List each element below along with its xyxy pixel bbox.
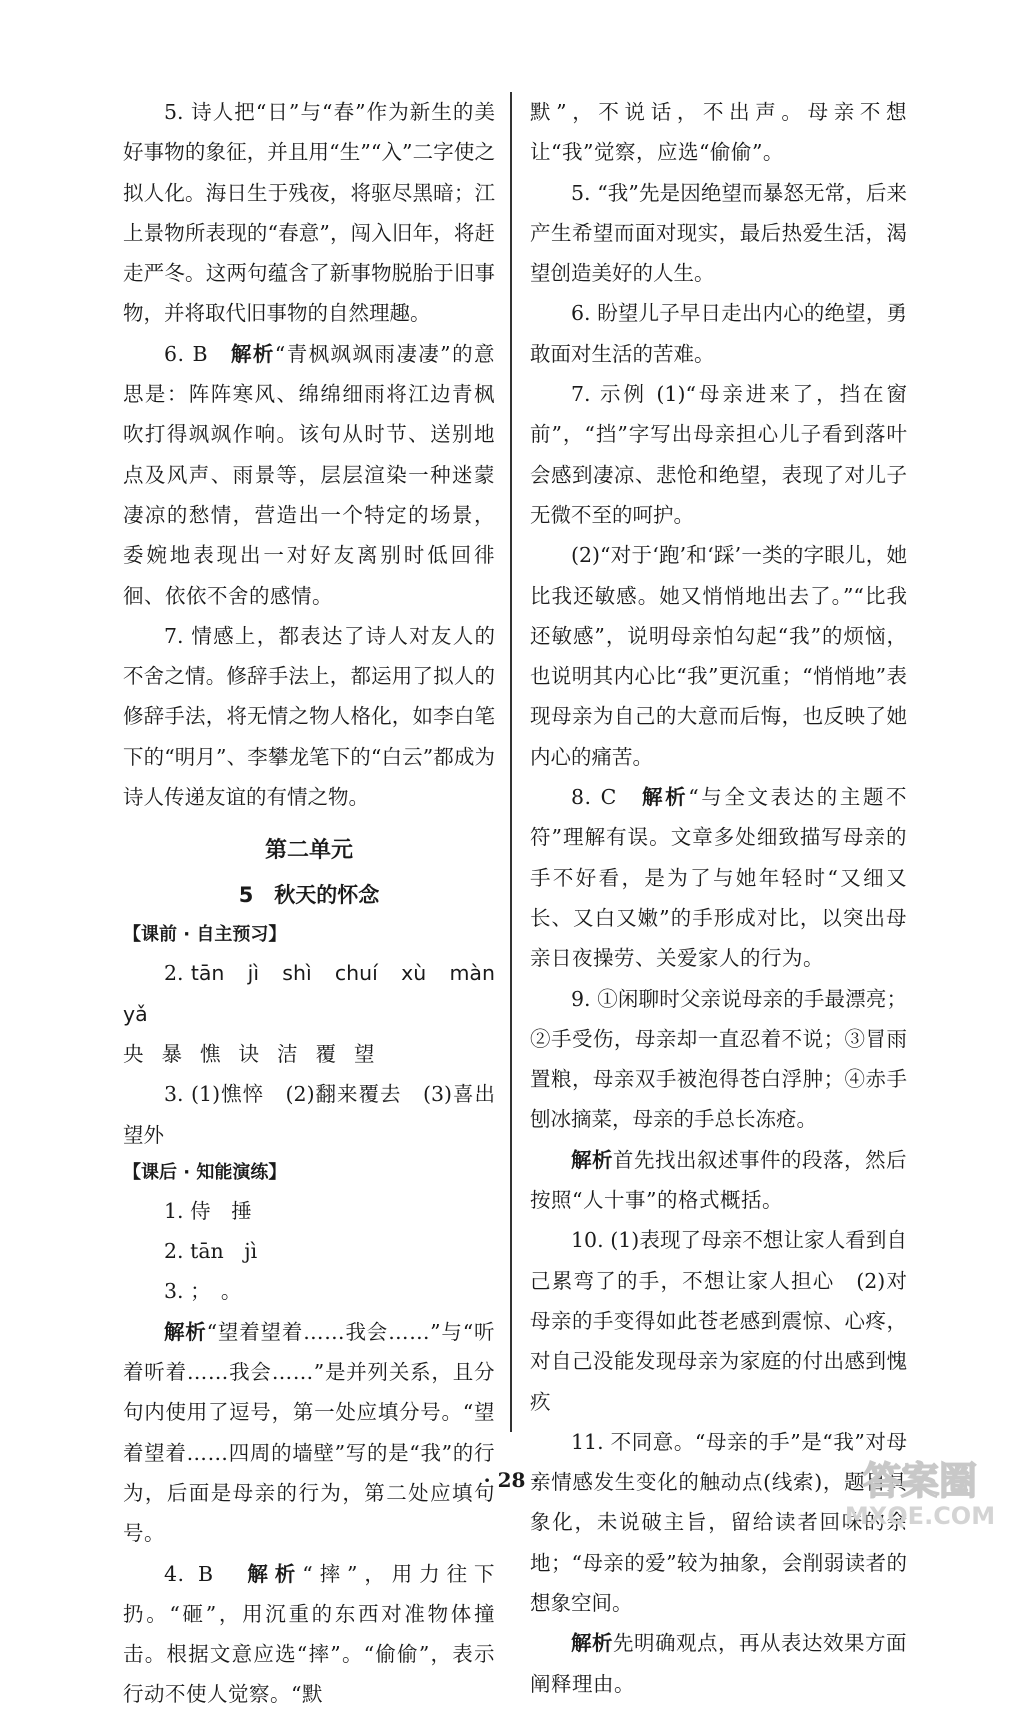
analysis-text: “与全文表达的主题不符”理解有误。文章多处细致描写母亲的手不好看，是为了与她年轻时“又细又长、又白又嫩”的手形成对比，以突出母亲日夜操劳、关爱家人的行为。 [530,785,908,971]
answer-paragraph: 9. ①闲聊时父亲说母亲的手最漂亮；②手受伤，母亲却一直忍着不说；③冒雨置粮，母亲双手被泡得苍白浮肿；④赤手刨冰摘菜，母亲的手总长冻疮。 [530,986,907,1132]
answer-paragraph [530,777,907,978]
watermark-logo [825,1450,1015,1530]
answer-paragraph: 5. “我”先是因绝望而暴怒无常，后来产生希望而面对现实，最后热爱生活，渴望创造美好的人生。 [530,180,907,286]
pinyin-text: tān jì shì chuí xù màn yǎ [123,961,495,1026]
analysis-label: 解析 [247,1561,303,1586]
answer-paragraph: 7. 示例 (1)“母亲进来了，挡在窗前”，“挡”字写出母亲担心儿子看到落叶会感到凄凉、悲怆和绝望，表现了对儿子无微不至的呵护。 [530,382,907,527]
answer-paragraph: 2. tān jì [164,1239,258,1264]
pinyin-answer [123,953,495,1034]
answer-paragraph [123,334,495,616]
analysis-label: 解析 [571,1147,613,1172]
answer-paragraph: 10. (1)表现了母亲不想让家人看到自己累弯了的手，不想让家人担心 (2)对母亲的手变得如此苍老感到震惊、心疼，对自己没能发现母亲为家庭的付出感到愧疚 [530,1228,907,1414]
answer-number: 2. [164,961,184,986]
answer-paragraph: 6. 盼望儿子早日走出内心的绝望，勇敢面对生活的苦难。 [530,301,907,366]
answer-paragraph [123,1554,495,1715]
watermark-text-top: 答案圈 [862,1459,978,1503]
answer-paragraph: 1. 侍 捶 [164,1198,252,1223]
hanzi-answer [123,1034,495,1074]
answer-number: 6. B [164,341,231,366]
answer-number: 4. B [164,1561,248,1586]
analysis-text: “摔”，用力往下扔。“砸”，用沉重的东西对准物体撞击。根据文意应选“摔”。“偷偷”，表示行动不使人觉察。“默 [123,1561,496,1707]
answer-paragraph: 7. 情感上，都表达了诗人对友人的不舍之情。修辞手法上，都运用了拟人的修辞手法，将无情之物人格化，如李白笔下的“明月”、李攀龙笔下的“白云”都成为诗人传递友谊的有情之物。 [123,623,495,810]
answer-number: 8. C [571,785,643,810]
answer-paragraph: 3. ； 。 [164,1279,242,1304]
page-number: · 28 · [483,1468,540,1492]
analysis-text: 首先找出叙述事件的段落，然后按照“人十事”的格式概括。 [530,1147,907,1213]
column-divider [510,92,512,1432]
analysis-label: 解析 [230,341,275,366]
analysis-paragraph [530,1140,907,1221]
answer-paragraph: (2)“对于‘跑’和‘踩’一类的字眼儿，她比我还敏感。她又悄悄地出去了。”“比我还敏感”，说明母亲怕勾起“我”的烦恼，也说明其内心比“我”更沉重；“悄悄地”表现母亲为自己的大意而后悔，也反映了她内心的痛苦。 [530,543,907,769]
analysis-text: “望着望着……我会……”与“听着听着……我会……”是并列关系，且分句内使用了逗号，第一处应填分号。“望着望着……四周的墙壁”写的是“我”的行为，后面是母亲的行为，第二处应填句号。 [123,1319,495,1546]
analysis-label: 解析 [164,1319,207,1344]
unit-title: 第二单元 [264,838,353,864]
analysis-label: 解析 [642,785,689,810]
lesson-title: 5 秋天的怀念 [238,883,380,908]
analysis-text: “青枫飒飒雨凄凄”的意思是：阵阵寒风、绵绵细雨将江边青枫吹打得飒飒作响。该句从时节、送别地点及风声、雨景等，层层渲染一种迷蒙凄凉的愁情，营造出一个特定的场景，委婉地表现出一对好友离别时低回徘徊、依依不舍的感情。 [123,341,496,608]
answer-paragraph: 11. 不同意。“母亲的手”是“我”对母亲情感发生变化的触动点(线索)，题目具象化，未说破主旨，留给读者回味的余地；“母亲的爱”较为抽象，会削弱读者的想象空间。 [530,1429,907,1615]
section-heading-practice: 【课后 · 知能演练】 [123,1161,287,1183]
section-heading-preview: 【课前 · 自主预习】 [123,924,287,946]
analysis-paragraph [530,1623,907,1704]
analysis-text: 先明确观点，再从表达效果方面阐释理由。 [530,1631,907,1696]
analysis-paragraph [123,1312,495,1554]
hanzi-text: 央暴憔诀洁覆望 [123,1041,393,1066]
analysis-label: 解析 [571,1631,613,1656]
answer-paragraph: 3. (1)憔悴 (2)翻来覆去 (3)喜出望外 [123,1082,495,1147]
watermark-text-bottom: MXQE.COM [844,1502,996,1530]
answer-paragraph: 5. 诗人把“日”与“春”作为新生的美好事物的象征，并且用“生”“入”二字使之拟人化。海日生于残夜，将驱尽黑暗；江上景物所表现的“春意”，闯入旧年，将赶走严冬。这两句蕴含了新事物脱胎于旧事物，并将取代旧事物的自然理趣。 [123,100,495,326]
continued-paragraph: 默”，不说话，不出声。母亲不想让“我”觉察，应选“偷偷”。 [530,100,907,165]
